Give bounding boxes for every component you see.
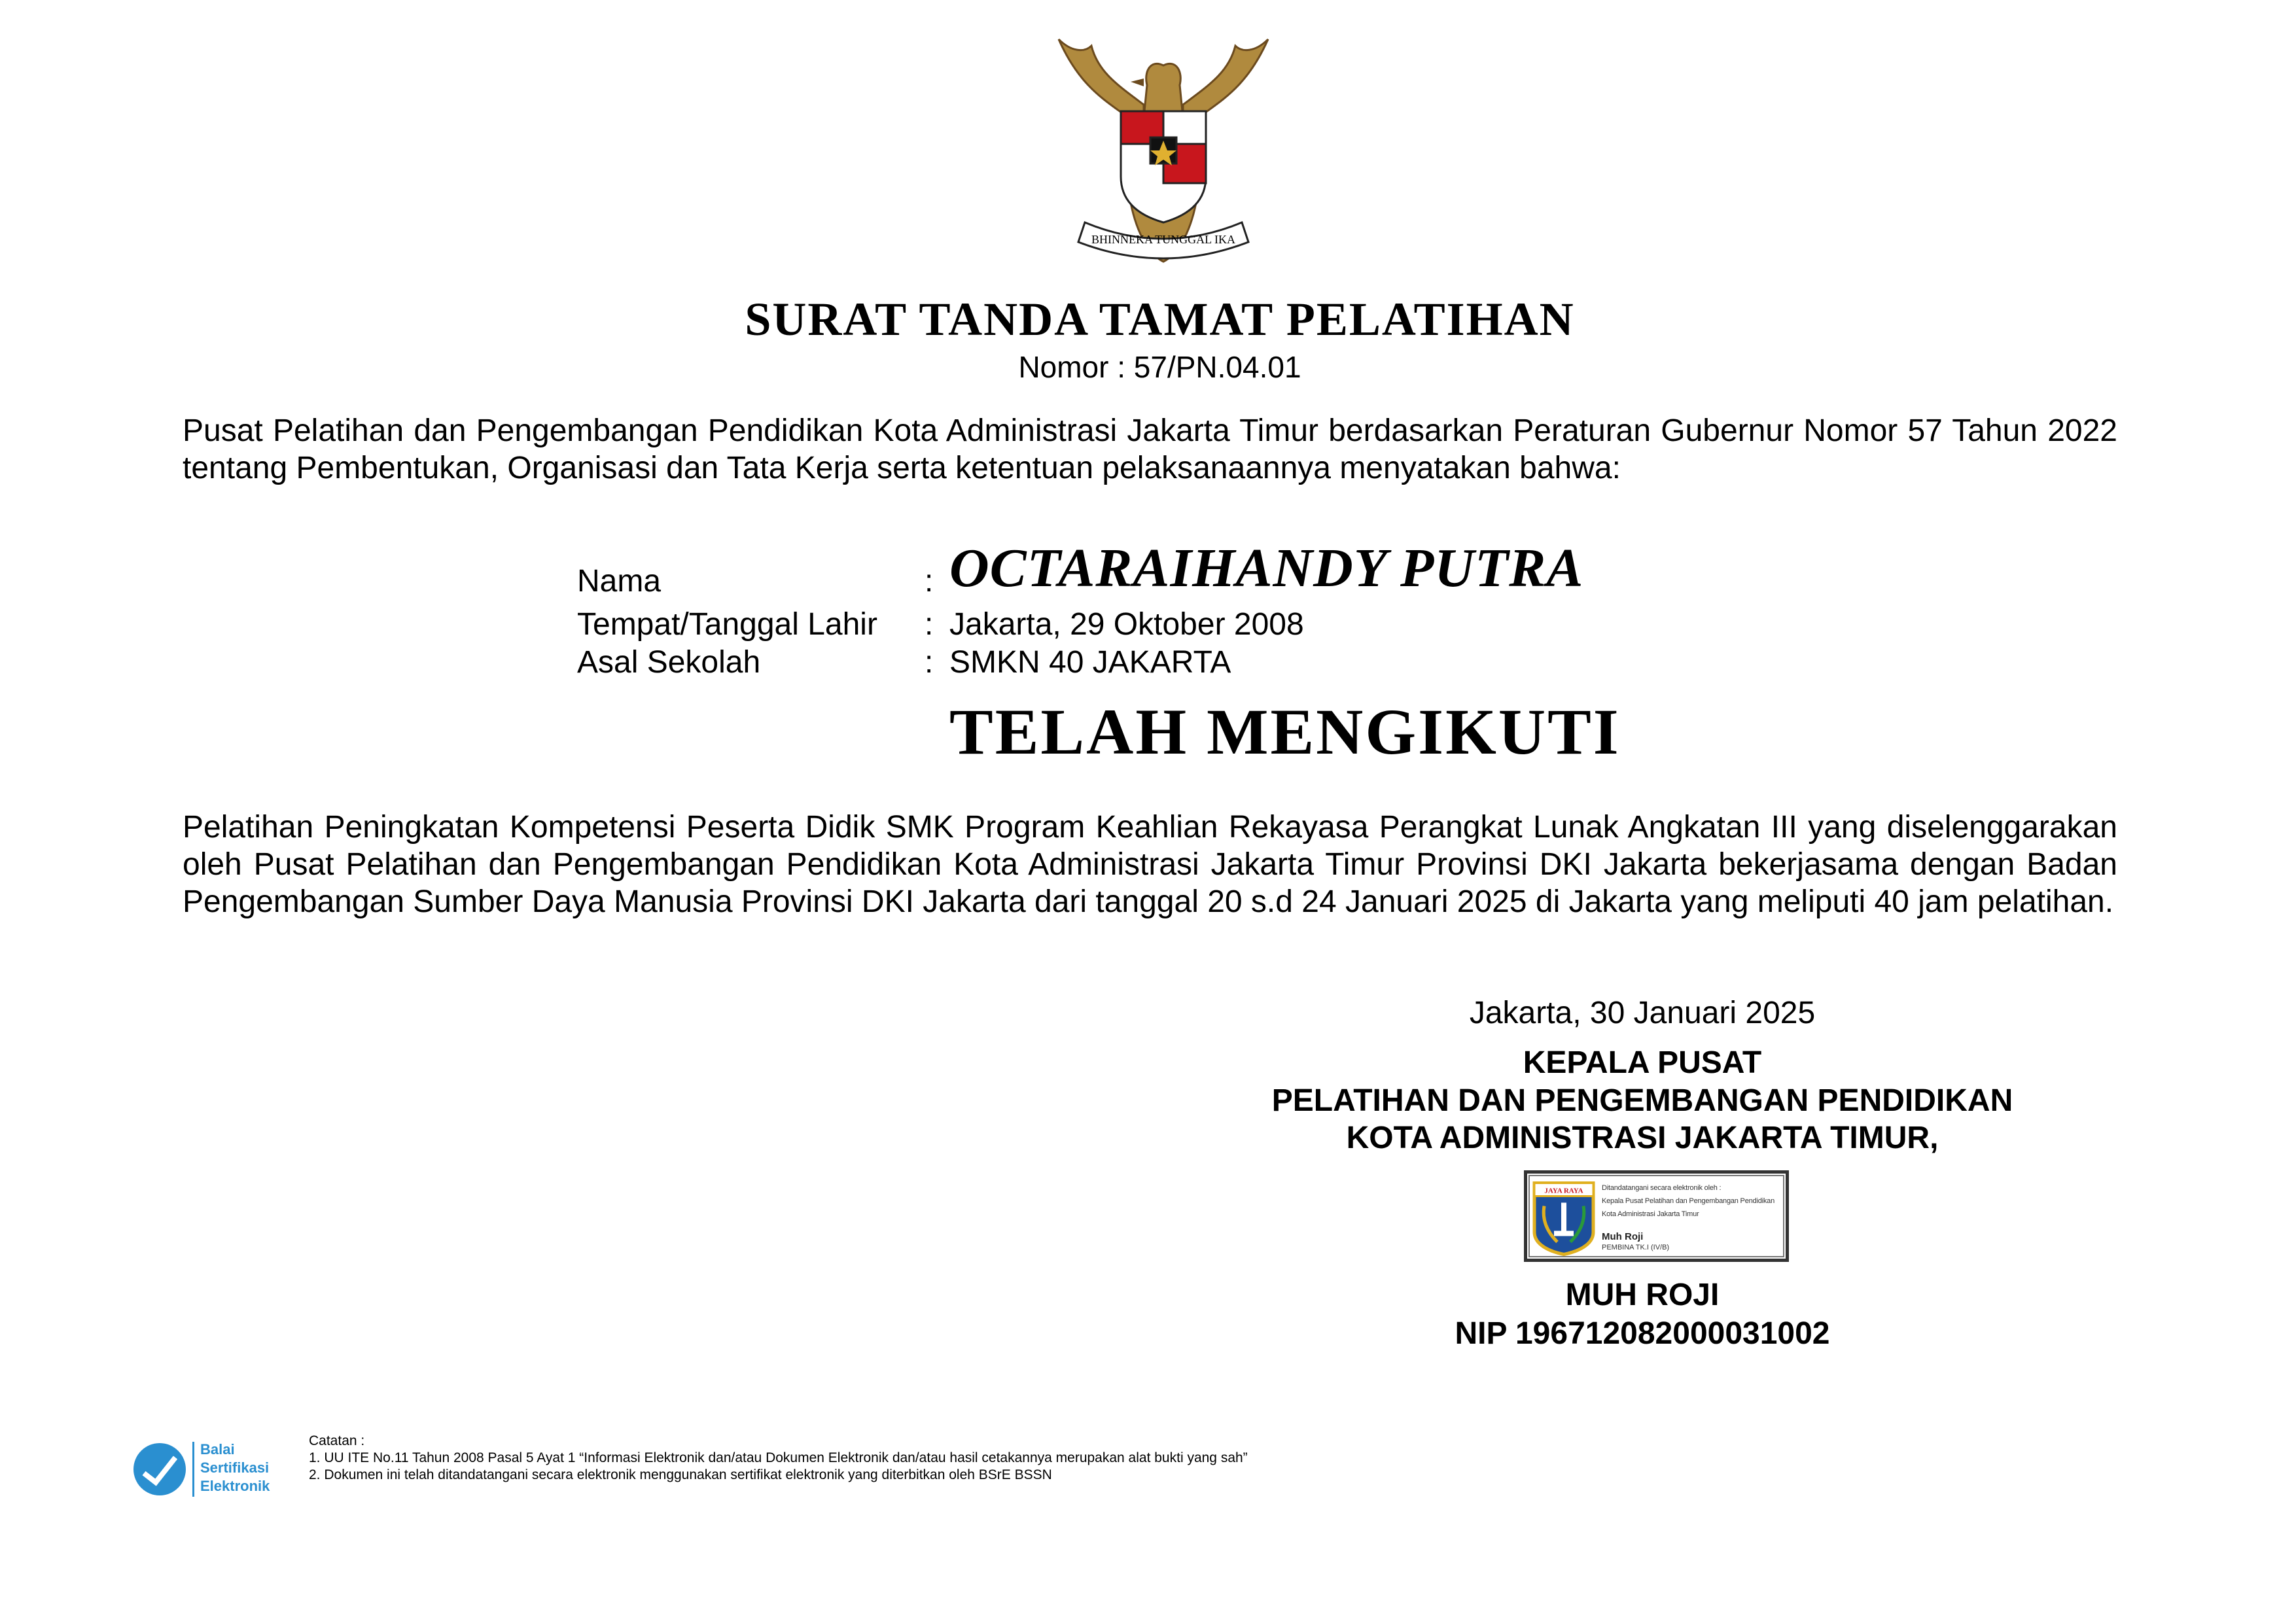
place-date: Jakarta, 30 Januari 2025 <box>1469 996 1816 1030</box>
stamp-line: Kota Administrasi Jakarta Timur <box>1602 1210 1699 1218</box>
document-title: SURAT TANDA TAMAT PELATIHAN <box>745 293 1575 345</box>
field-label: Tempat/Tanggal Lahir <box>577 607 877 642</box>
logo-word: Balai <box>200 1441 235 1457</box>
intro-paragraph: Pusat Pelatihan dan Pengembangan Pendidikan Kota Administrasi Jakarta Timur berdasarkan Peraturan Gubernur Nomor 57 Tahun 2022 tentang Pembentukan, Organisasi dan Tata Kerja serta ketentuan pelaksanaannya menyatakan bahwa: <box>183 413 2117 485</box>
emblem-text: JAYA RAYA <box>1544 1187 1583 1195</box>
participant-name: OCTARAIHANDY PUTRA <box>949 538 1584 599</box>
jakarta-emblem-icon <box>1531 1179 1597 1256</box>
position-line-3: KOTA ADMINISTRASI JAKARTA TIMUR, <box>1346 1121 1939 1155</box>
field-school <box>577 645 1820 680</box>
signer-nip: NIP 196712082000031002 <box>1455 1316 1830 1351</box>
logo-word: Elektronik <box>200 1478 270 1494</box>
position-line-2: PELATIHAN DAN PENGEMBANGAN PENDIDIKAN <box>1271 1083 2013 1118</box>
document-number: Nomor : 57/PN.04.01 <box>1018 350 1301 384</box>
bsre-logo-text <box>200 1440 270 1495</box>
note-item: 2. Dokumen ini telah ditandatangani secara elektronik menggunakan sertifikat elektronik yang diterbitkan oleh BSrE BSSN <box>309 1467 1052 1482</box>
bsre-logo <box>132 1435 296 1501</box>
field-value: Jakarta, 29 Oktober 2008 <box>949 607 1304 642</box>
stamp-signer-rank: PEMBINA TK.I (IV/B) <box>1602 1244 1670 1251</box>
signer-name: MUH ROJI <box>1565 1278 1720 1312</box>
field-label: Nama <box>577 564 662 599</box>
note-item: 1. UU ITE No.11 Tahun 2008 Pasal 5 Ayat 1 “Informasi Elektronik dan/atau Dokumen Elektronik dan/atau hasil cetakannya merupakan alat bukti yang sah” <box>309 1450 1248 1465</box>
field-colon: : <box>925 564 934 599</box>
field-birth <box>577 607 1820 642</box>
statement-heading: TELAH MENGIKUTI <box>949 695 1621 768</box>
electronic-signature-stamp <box>1524 1170 1789 1262</box>
garuda-pancasila-emblem <box>1046 26 1281 268</box>
logo-word: Sertifikasi <box>200 1459 270 1476</box>
footer-notes <box>309 1433 1248 1484</box>
field-label: Asal Sekolah <box>577 645 761 680</box>
bsre-emblem-icon <box>132 1442 187 1497</box>
field-colon: : <box>925 645 934 680</box>
field-name <box>577 538 1820 599</box>
position-line-1: KEPALA PUSAT <box>1523 1045 1762 1080</box>
logo-divider <box>192 1442 194 1497</box>
stamp-line: Ditandatangani secara elektronik oleh : <box>1602 1184 1722 1192</box>
emblem-motto: BHINNEKA TUNGGAL IKA <box>1091 233 1235 246</box>
notes-title: Catatan : <box>309 1433 365 1448</box>
field-colon: : <box>925 607 934 642</box>
stamp-text <box>1602 1181 1775 1221</box>
stamp-line: Kepala Pusat Pelatihan dan Pengembangan Pendidikan <box>1602 1197 1775 1205</box>
field-value: SMKN 40 JAKARTA <box>949 645 1231 680</box>
body-paragraph: Pelatihan Peningkatan Kompetensi Peserta Didik SMK Program Keahlian Rekayasa Perangkat Lunak Angkatan III yang diselenggarakan oleh Pusat Pelatihan dan Pengembangan Pendidikan Kota Administrasi Jakarta Timur Provinsi DKI Jakarta bekerjasama dengan Badan Pengembangan Sumber Daya Manusia Provinsi DKI Jakarta dari tanggal 20 s.d 24 Januari 2025 di Jakarta yang meliputi 40 jam pelatihan. <box>183 810 2117 919</box>
stamp-signer-name: Muh Roji <box>1602 1231 1644 1242</box>
